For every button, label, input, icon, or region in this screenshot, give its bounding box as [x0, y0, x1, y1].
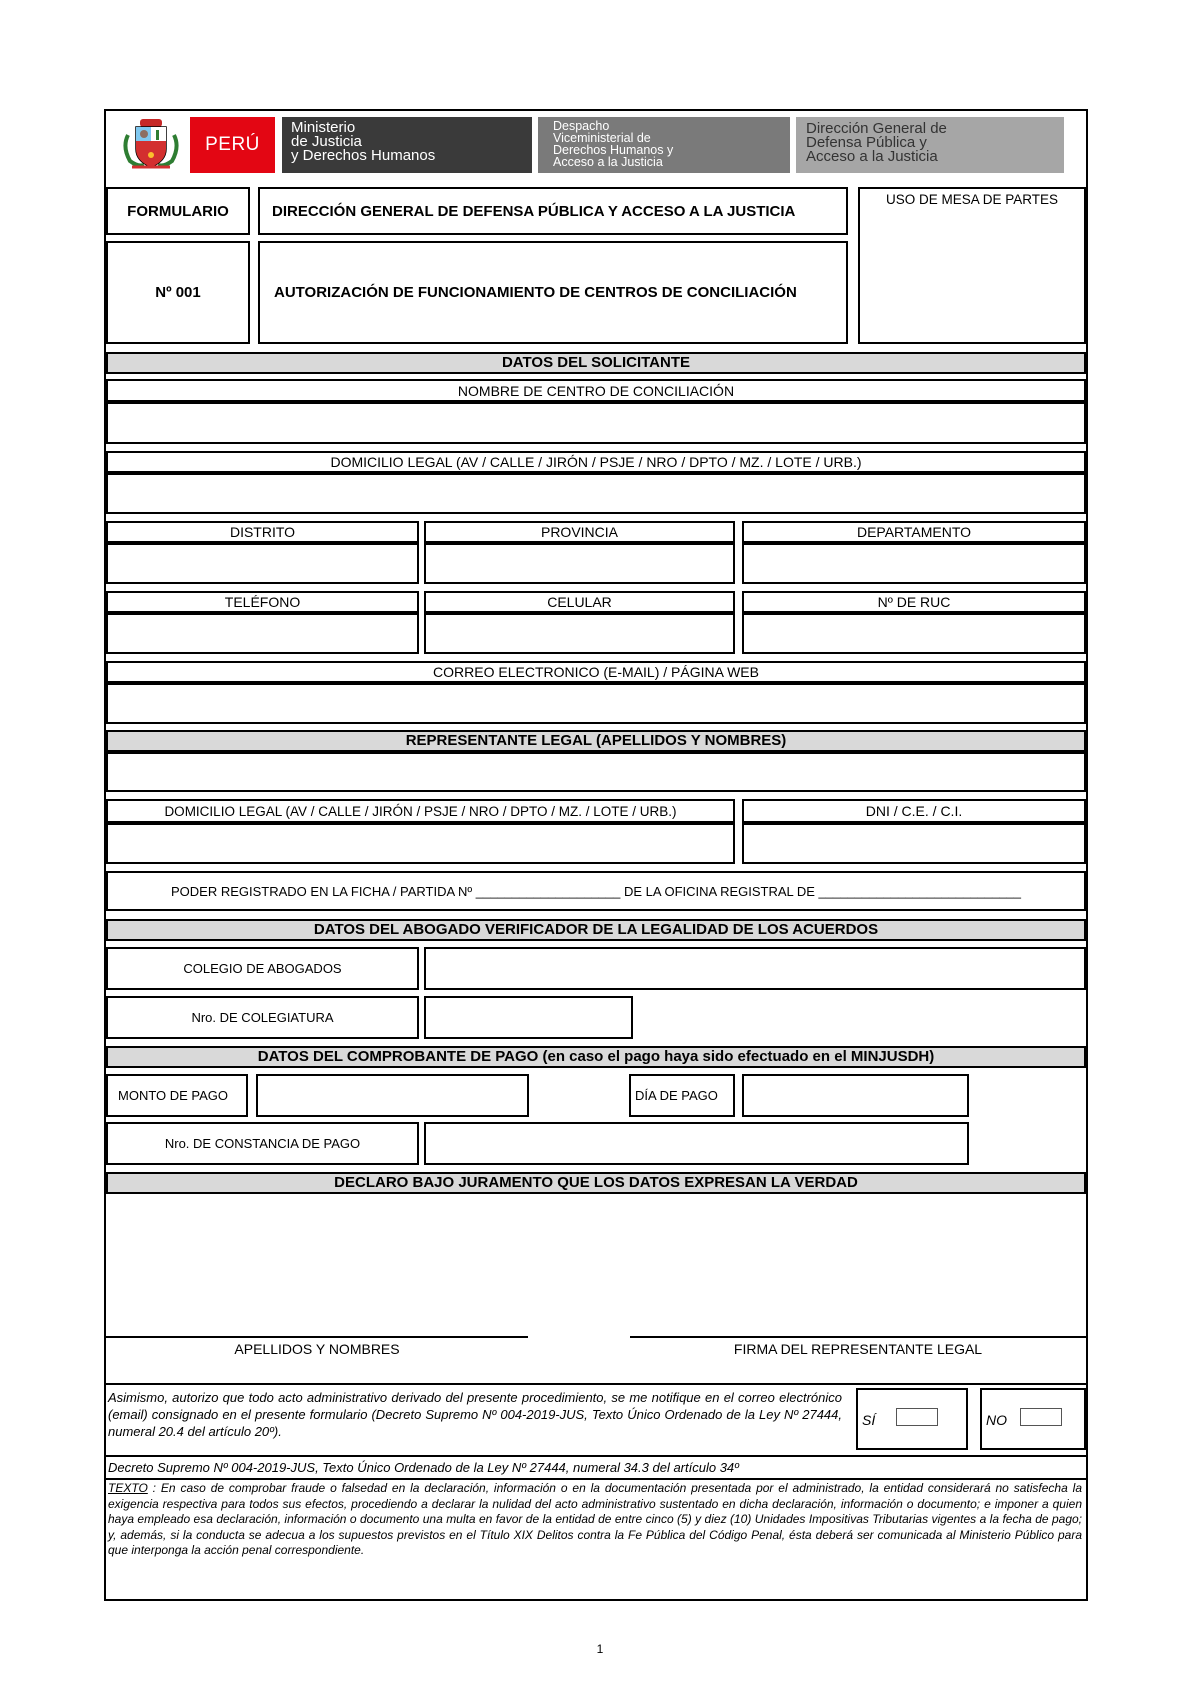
- solicitante-header: DATOS DEL SOLICITANTE: [106, 352, 1086, 374]
- formulario-label: FORMULARIO: [127, 202, 229, 220]
- direccion-box: [796, 117, 1064, 173]
- no-option-box: [980, 1388, 1086, 1450]
- pago-header: DATOS DEL COMPROBANTE DE PAGO (en caso el pago haya sido efectuado en el MINJUSDH): [106, 1046, 1086, 1068]
- si-label: SÍ: [862, 1412, 876, 1428]
- si-checkbox[interactable]: [896, 1408, 938, 1426]
- poder-registrado-text: PODER REGISTRADO EN LA FICHA / PARTIDA Nº ____________________ DE LA OFICINA REGISTRAL DE ____________________________: [171, 883, 1021, 899]
- telefono-label: TELÉFONO: [224, 594, 301, 610]
- poder-registrado-box: [106, 871, 1086, 911]
- texto-label: TEXTO: [108, 1481, 148, 1495]
- monto-label: MONTO DE PAGO: [118, 1088, 229, 1103]
- ruc-field[interactable]: [742, 613, 1086, 654]
- page-number: 1: [596, 1642, 604, 1656]
- dni-label-box: [742, 799, 1086, 823]
- divider-before-decreto: [106, 1455, 1086, 1457]
- provincia-field[interactable]: [424, 543, 735, 584]
- dia-label: DÍA DE PAGO: [635, 1088, 718, 1103]
- nombre-centro-label: NOMBRE DE CENTRO DE CONCILIACIÓN: [457, 382, 735, 399]
- distrito-label-box: [106, 521, 419, 543]
- texto-body: : En caso de comprobar fraude o falsedad en la declaración, información o en la documentación presentada por el administrado, la entidad considerará no satisfecha la exigencia respectiva para todos sus efectos, procediendo a declarar la nulidad del acto administrativo sustentado en dicha declaración, información o documento; e imponer a quien haya empleado esa declaración, información o documento una multa en favor de la entidad de entre cinco (5) y diez (10) Unidades Impositivas Tributarias vigentes a la fecha de pago; y, además, si la conducta se adecua a los supuestos previstos en el Título XIX Delitos contra la Fe Pública del Código Penal, ésta deberá ser comunicada al Ministerio Público para que interponga la acción penal correspondiente.: [108, 1481, 1082, 1557]
- abogado-header: DATOS DEL ABOGADO VERIFICADOR DE LA LEGALIDAD DE LOS ACUERDOS: [106, 919, 1086, 941]
- representante-header: REPRESENTANTE LEGAL (APELLIDOS Y NOMBRES): [106, 730, 1086, 752]
- dni-field[interactable]: [742, 823, 1086, 864]
- telefono-label-box: [106, 591, 419, 613]
- colegiatura-label: Nro. DE COLEGIATURA: [191, 1010, 334, 1025]
- distrito-field[interactable]: [106, 543, 419, 584]
- nombre-centro-label-box: [106, 379, 1086, 402]
- autorizo-text: Asimismo, autorizo que todo acto administrativo derivado del presente procedimiento, se me notifique en el correo electrónico (email) consignado en el presente formulario (Decreto Supremo Nº 004-2019-JUS, Texto Único Ordenado de la Ley Nº 27444, numeral 20.4 del artículo 20º).: [108, 1390, 842, 1439]
- constancia-field[interactable]: [424, 1122, 969, 1165]
- constancia-label: Nro. DE CONSTANCIA DE PAGO: [164, 1136, 361, 1151]
- ruc-label: Nº DE RUC: [877, 594, 951, 610]
- direccion-line-2: Defensa Pública y: [806, 134, 927, 151]
- dia-label-box: [629, 1074, 735, 1117]
- ministry-line-2: de Justicia: [291, 133, 362, 150]
- departamento-label: DEPARTAMENTO: [856, 524, 972, 540]
- departamento-field[interactable]: [742, 543, 1086, 584]
- constancia-label-box: [106, 1122, 419, 1165]
- despacho-line-4: Acceso a la Justicia: [553, 155, 663, 169]
- ministry-box: [282, 117, 532, 173]
- despacho-line-2: Viceministerial de: [553, 131, 651, 145]
- signature-area[interactable]: [106, 1196, 1086, 1336]
- no-label: NO: [986, 1412, 1007, 1428]
- rep-domicilio-field[interactable]: [106, 823, 735, 864]
- direction-title-box: [258, 187, 848, 235]
- domicilio-label: DOMICILIO LEGAL (AV / CALLE / JIRÓN / PSJE / NRO / DPTO / MZ. / LOTE / URB.): [330, 454, 862, 470]
- decreto-text: Decreto Supremo Nº 004-2019-JUS, Texto Único Ordenado de la Ley Nº 27444, numeral 34.3 del artículo 34º: [108, 1460, 739, 1475]
- form-number: Nº 001: [155, 284, 201, 301]
- coat-of-arms-logo: [120, 115, 182, 173]
- form-title: AUTORIZACIÓN DE FUNCIONAMIENTO DE CENTROS DE CONCILIACIÓN: [274, 284, 797, 301]
- correo-label: CORREO ELECTRONICO (E-MAIL) / PÁGINA WEB: [433, 664, 759, 680]
- apellidos-label: APELLIDOS Y NOMBRES: [234, 1341, 400, 1357]
- divider-before-texto: [106, 1478, 1086, 1480]
- colegio-field[interactable]: [424, 947, 1086, 990]
- formulario-label-box: [106, 187, 250, 235]
- representante-nombre-field[interactable]: [106, 752, 1086, 792]
- domicilio-field[interactable]: [106, 473, 1086, 514]
- colegio-label: COLEGIO DE ABOGADOS: [183, 961, 342, 976]
- celular-label-box: [424, 591, 735, 613]
- departamento-label-box: [742, 521, 1086, 543]
- ministry-line-1: Ministerio: [291, 119, 356, 136]
- colegiatura-field[interactable]: [424, 996, 633, 1039]
- divider-before-autorizo: [106, 1383, 1086, 1385]
- direccion-line-3: Acceso a la Justicia: [806, 148, 938, 165]
- dia-field[interactable]: [742, 1074, 969, 1117]
- rep-domicilio-label-box: [106, 799, 735, 823]
- direccion-line-1: Dirección General de: [806, 120, 947, 137]
- mesa-partes-label: USO DE MESA DE PARTES: [885, 192, 1059, 207]
- correo-label-box: [106, 661, 1086, 683]
- ruc-label-box: [742, 591, 1086, 613]
- si-option-box: [856, 1388, 968, 1450]
- dni-label: DNI / C.E. / C.I.: [865, 803, 963, 819]
- telefono-field[interactable]: [106, 613, 419, 654]
- colegiatura-label-box: [106, 996, 419, 1039]
- domicilio-label-box: [106, 451, 1086, 473]
- apellidos-signature-line: [106, 1336, 528, 1338]
- direction-title: DIRECCIÓN GENERAL DE DEFENSA PÚBLICA Y ACCESO A LA JUSTICIA: [272, 202, 796, 220]
- form-number-box: [106, 241, 250, 344]
- correo-field[interactable]: [106, 683, 1086, 724]
- distrito-label: DISTRITO: [229, 524, 296, 540]
- firma-signature-line: [630, 1336, 1086, 1338]
- despacho-box: [538, 117, 790, 173]
- peru-brand-box: [190, 117, 275, 173]
- monto-label-box: [106, 1074, 248, 1117]
- monto-field[interactable]: [256, 1074, 529, 1117]
- rep-domicilio-label: DOMICILIO LEGAL (AV / CALLE / JIRÓN / PSJE / NRO / DPTO / MZ. / LOTE / URB.): [164, 803, 677, 819]
- texto-legal-block: [108, 1481, 1082, 1559]
- colegio-label-box: [106, 947, 419, 990]
- despacho-line-1: Despacho: [553, 119, 610, 133]
- no-checkbox[interactable]: [1020, 1408, 1062, 1426]
- provincia-label-box: [424, 521, 735, 543]
- celular-field[interactable]: [424, 613, 735, 654]
- peru-label: PERÚ: [205, 134, 260, 155]
- mesa-partes-box: [858, 187, 1086, 344]
- form-title-box: [258, 241, 848, 344]
- ministry-line-3: y Derechos Humanos: [291, 147, 436, 164]
- despacho-line-3: Derechos Humanos y: [553, 143, 674, 157]
- declaracion-header: DECLARO BAJO JURAMENTO QUE LOS DATOS EXPRESAN LA VERDAD: [106, 1172, 1086, 1194]
- provincia-label: PROVINCIA: [540, 524, 618, 540]
- nombre-centro-field[interactable]: [106, 402, 1086, 444]
- firma-label: FIRMA DEL REPRESENTANTE LEGAL: [733, 1341, 983, 1357]
- celular-label: CELULAR: [547, 594, 612, 610]
